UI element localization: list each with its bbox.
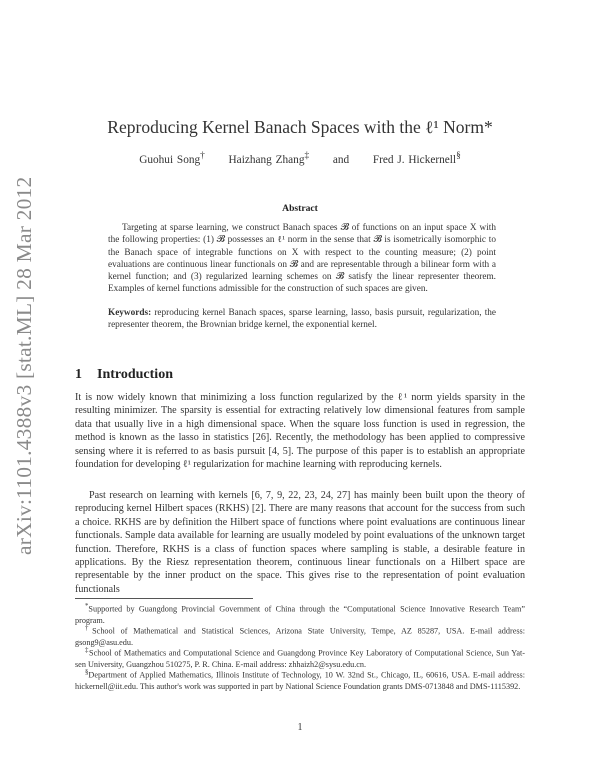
keywords-text: reproducing kernel Banach spaces, sparse learning, lasso, basis pursuit, regularization, the representer theorem, the Brownian bridge kernel, the exponential kernel.: [108, 308, 497, 331]
footnote: [75, 624, 525, 649]
author-mark: §: [456, 151, 461, 161]
section-number: 1: [75, 367, 82, 382]
intro-paragraph-1: It is now widely known that minimizing a loss function regularized by the ℓ¹ norm yields sparsity in the resulting minimizer. The sparsity is essential for extracting relatively low dimensional features from sample data that usually live in a high dimensional space. When the square loss function is used in regression, the method is known as the lasso in statistics [26]. Recently, the methodology has been applied to compressive sensing where it is referred to as basis pursuit [4, 5]. The purpose of this paper is to establish an appropriate foundation for developing ℓ¹ regularization for machine learning with reproducing kernels.: [75, 392, 525, 471]
footnote: [75, 668, 525, 693]
author-mark: †: [200, 151, 205, 161]
arxiv-stamp: arXiv:1101.4388v3 [stat.ML] 28 Mar 2012: [12, 176, 36, 555]
page-number: 1: [297, 722, 303, 733]
author-name: Guohui Song: [139, 153, 201, 166]
footnote-mark: *: [85, 603, 89, 610]
intro-paragraph-2: Past research on learning with kernels [6, 7, 9, 22, 23, 24, 27] has mainly been built upon the theory of reproducing kernel Hilbert spaces (RKHS) [2]. There are many reasons that account for the success from such a choice. RKHS are by definition the Hilbert space of functions where point evaluations are continuous linear functionals. Sample data available for learning are usually modeled by point evaluations of the unknown target function. Therefore, RKHS is a class of function spaces where sampling is stable, a desirable feature in applications. By the Riesz representation theorem, continuous linear functionals on a Hilbert space are representable by the inner product on the space. This gives rise to the representation of point evaluation functionals: [75, 490, 525, 595]
author-mark: ‡: [304, 151, 310, 161]
author-name: Fred J. Hickernell: [372, 153, 457, 166]
keywords-label: Keywords:: [108, 308, 152, 318]
abstract-heading: Abstract: [282, 203, 318, 214]
footnote-text: School of Mathematics and Computational Science and Guangdong Province Key Laboratory of Computational Science, Sun Yat-sen University, Guangzhou 510275, P. R. China. E-mail address: zhhaizh2@sysu.edu.cn.: [75, 648, 525, 669]
footnote-text: Supported by Guangdong Provincial Government of China through the “Computational Science Innovative Research Team” program.: [75, 604, 525, 625]
footnote-text: School of Mathematical and Statistical Sciences, Arizona State University, Tempe, AZ 85287, USA. E-mail address: gsong9@asu.edu.: [75, 626, 525, 647]
footnote-mark: †: [85, 625, 93, 632]
footnote-rule: [75, 598, 253, 599]
footnote-mark: §: [85, 669, 89, 676]
section-heading: [75, 367, 173, 383]
footnote: [75, 646, 525, 671]
abstract-text: Targeting at sparse learning, we construct Banach spaces 𝓑 of functions on an input space X with the following properties: (1) 𝓑 possesses an ℓ¹ norm in the sense that 𝓑 is isometrically isomorphic to the Banach space of integrable functions on X with respect to the counting measure; (2) point evaluations are continuous linear functionals on 𝓑 and are representable through a bilinear form with a kernel function; and (3) regularized learning schemes on 𝓑 satisfy the linear representer theorem. Examples of kernel functions admissible for the construction of such spaces are given.: [108, 223, 496, 295]
and-word: and: [332, 153, 350, 166]
section-title: Introduction: [97, 367, 173, 382]
footnote: [75, 602, 525, 627]
paper-title: Reproducing Kernel Banach Spaces with the ℓ¹ Norm*: [107, 117, 493, 137]
footnote-text: Department of Applied Mathematics, Illinois Institute of Technology, 10 W. 32nd St., Chicago, IL, 60616, USA. E-mail address: hickernell@iit.edu. This author's work was supported in part by National Science Foundation grants DMS-0713848 and DMS-1115392.: [75, 670, 525, 691]
keywords: [108, 307, 496, 332]
footnote-mark: ‡: [85, 647, 90, 654]
author-line: [0, 151, 600, 166]
author-name: Haizhang Zhang: [228, 153, 305, 166]
